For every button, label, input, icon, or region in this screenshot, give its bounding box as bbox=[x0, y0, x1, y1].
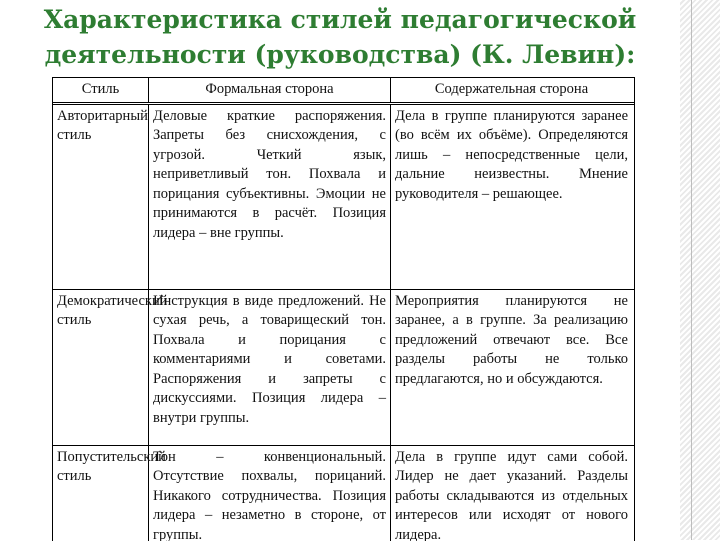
cell-formal: Деловые краткие распоряжения. Запреты без снисхождения, с угрозой. Четкий язык, неприветливый тон. Похвала и порицания субъективны. Эмоции не принимаются в расчёт. Позиция лидера – вне группы. bbox=[149, 105, 391, 289]
table-header-row bbox=[53, 78, 634, 105]
header-content: Содержательная сторона bbox=[391, 78, 632, 102]
styles-table bbox=[52, 77, 635, 541]
title-line-2: деятельности (руководства) (К. Левин): bbox=[0, 37, 680, 72]
table-row-authoritarian bbox=[53, 105, 634, 290]
cell-content: Дела в группе идут сами собой. Лидер не дает указаний. Разделы работы складываются из отдельных интересов или исходят от нового лидера. bbox=[391, 446, 632, 541]
page-title bbox=[0, 2, 680, 72]
table-row-permissive bbox=[53, 446, 634, 541]
decorative-divider bbox=[691, 0, 692, 540]
table-row-democratic bbox=[53, 290, 634, 446]
cell-formal: Тон – конвенциональный. Отсутствие похвалы, порицаний. Никакого сотрудничества. Позиция лидера – незаметно в стороне, от группы. bbox=[149, 446, 391, 541]
cell-style: Авторитарный стиль bbox=[53, 105, 149, 289]
cell-style: Демократический стиль bbox=[53, 290, 149, 445]
header-style: Стиль bbox=[53, 78, 149, 102]
cell-content: Дела в группе планируются заранее (во всём их объёме). Определяются лишь – непосредственные цели, дальние неизвестны. Мнение руководителя – решающее. bbox=[391, 105, 632, 289]
cell-style: Попустительский стиль bbox=[53, 446, 149, 541]
cell-content: Мероприятия планируются не заранее, а в группе. За реализацию предложений отвечают все. Все разделы работы не только предлагаются, но и обсуждаются. bbox=[391, 290, 632, 445]
title-line-1: Характеристика стилей педагогической bbox=[0, 2, 680, 37]
decorative-stripes bbox=[680, 0, 720, 540]
cell-formal: Инструкция в виде предложений. Не сухая речь, а товарищеский тон. Похвала и порицания с комментариями и советами. Распоряжения и запреты с дискуссиями. Позиция лидера – внутри группы. bbox=[149, 290, 391, 445]
header-formal: Формальная сторона bbox=[149, 78, 391, 102]
